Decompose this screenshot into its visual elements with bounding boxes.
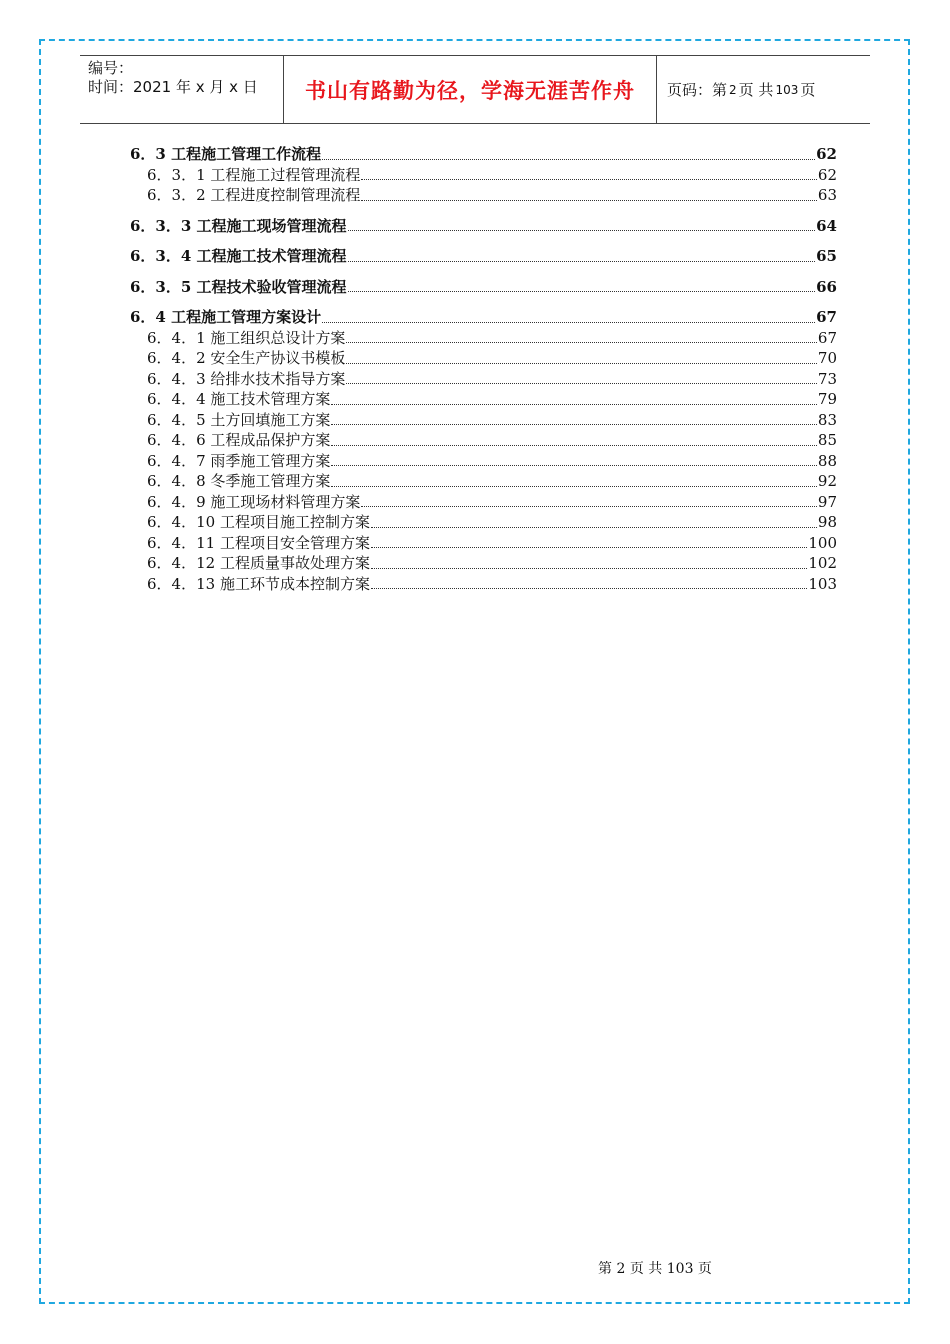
toc-dot-leader [371,587,807,589]
header-motto: 书山有路勤为径，学海无涯苦作舟 [283,56,657,123]
toc-dot-leader [346,362,816,364]
toc-entry[interactable] [130,307,837,328]
toc-entry-number: 6．3 [130,145,166,163]
toc-entry[interactable] [130,216,837,237]
toc-entry[interactable] [130,369,837,390]
toc-entry-page: 70 [817,349,837,367]
toc-dot-leader [371,546,807,548]
toc-entry-title: 施工技术管理方案 [210,390,331,408]
table-of-contents [130,144,837,594]
toc-entry[interactable] [130,410,837,431]
page-number: 2 [729,82,737,97]
toc-dot-leader [348,290,816,292]
toc-entry-page: 102 [808,554,837,572]
toc-entry-number: 6．3．1 [147,165,206,184]
toc-entry-number: 6．4 [130,308,166,326]
toc-entry-page: 67 [816,308,837,326]
toc-entry-label [147,553,370,574]
toc-entry-title: 土方回填施工方案 [210,410,331,429]
toc-entry-number: 6．4．9 [147,492,206,511]
toc-entry[interactable] [130,277,837,298]
toc-entry-number: 6．4．7 [147,451,206,470]
toc-entry-page: 62 [816,145,837,163]
toc-dot-leader [361,178,816,180]
toc-entry[interactable] [130,553,837,574]
toc-entry-title: 施工现场材料管理方案 [210,492,361,511]
toc-entry-page: 62 [817,165,837,184]
toc-entry-title: 工程施工技术管理流程 [196,247,347,265]
toc-dot-leader [346,382,816,384]
toc-entry[interactable] [130,246,837,267]
toc-entry[interactable] [130,348,837,369]
toc-entry-page: 97 [817,492,837,511]
toc-entry-label [147,574,370,595]
toc-entry-label [147,512,370,533]
toc-entry-label [147,185,360,206]
toc-entry-page: 98 [817,513,837,531]
toc-dot-leader [371,526,817,528]
toc-entry-title: 冬季施工管理方案 [210,472,331,490]
toc-entry-title: 工程项目施工控制方案 [219,513,370,531]
toc-entry-title: 施工组织总设计方案 [210,328,346,347]
toc-dot-leader [361,505,816,507]
toc-entry-number: 6．4．1 [147,328,206,347]
toc-entry-page: 83 [817,410,837,429]
header-page-info [657,56,870,123]
toc-dot-leader [361,199,816,201]
toc-entry-title: 工程施工现场管理流程 [196,216,347,235]
toc-entry-title: 工程施工过程管理流程 [210,165,361,184]
page-suffix: 页 [800,81,816,99]
page-header [80,55,870,124]
toc-entry-label [130,144,321,165]
toc-entry-page: 103 [808,574,837,593]
toc-gap [130,236,837,246]
toc-entry-page: 66 [816,277,837,296]
toc-entry-label [130,246,347,267]
toc-entry-label [147,533,370,554]
toc-entry[interactable] [130,165,837,186]
toc-dot-leader [331,403,816,405]
document-date: 时间：2021 年 x 月 x 日 [88,78,258,96]
toc-gap [130,206,837,216]
toc-dot-leader [331,444,816,446]
toc-entry-page: 67 [817,328,837,347]
toc-entry-label [147,348,345,369]
toc-entry-number: 6．4．2 [147,349,206,367]
toc-entry-title: 雨季施工管理方案 [210,451,331,470]
toc-entry-page: 92 [817,472,837,490]
toc-entry[interactable] [130,533,837,554]
toc-entry-number: 6．4．11 [147,533,216,552]
toc-entry-number: 6．3．2 [147,186,206,204]
toc-entry-label [147,165,360,186]
toc-dot-leader [322,321,815,323]
toc-entry-page: 63 [817,186,837,204]
toc-dot-leader [348,260,816,262]
toc-entry-page: 64 [816,216,837,235]
toc-entry-title: 工程进度控制管理流程 [210,186,361,204]
toc-dot-leader [322,158,815,160]
toc-entry-page: 65 [816,247,837,265]
toc-entry-label [147,492,360,513]
toc-entry-number: 6．4．4 [147,390,206,408]
toc-entry-title: 工程施工管理方案设计 [171,308,322,326]
toc-entry-title: 施工环节成本控制方案 [219,574,370,593]
toc-entry[interactable] [130,574,837,595]
toc-entry-page: 79 [817,390,837,408]
toc-entry-label [130,216,347,237]
toc-dot-leader [348,229,816,231]
toc-entry-number: 6．4．3 [147,369,206,388]
toc-dot-leader [331,423,816,425]
toc-entry[interactable] [130,185,837,206]
toc-entry[interactable] [130,492,837,513]
toc-entry[interactable] [130,451,837,472]
page-total: 103 [775,82,799,97]
toc-dot-leader [346,341,816,343]
toc-dot-leader [331,464,816,466]
toc-entry-label [147,369,345,390]
toc-entry-label [147,410,330,431]
toc-entry-page: 85 [817,431,837,449]
toc-entry-page: 88 [817,451,837,470]
toc-entry-label [147,430,330,451]
toc-entry-label [130,277,347,298]
toc-entry-title: 工程质量事故处理方案 [219,554,370,572]
toc-entry-number: 6．4．5 [147,410,206,429]
toc-entry-number: 6．3．4 [130,247,192,265]
toc-entry[interactable] [130,144,837,165]
toc-entry-label [147,328,345,349]
toc-entry-number: 6．3．3 [130,216,192,235]
toc-entry-page: 73 [817,369,837,388]
header-info [80,56,283,123]
page-mid: 页 共 [738,81,774,99]
toc-entry-number: 6．3．5 [130,277,192,296]
toc-entry-number: 6．4．8 [147,472,206,490]
page-footer: 第 2 页 共 103 页 [598,1261,712,1277]
toc-entry[interactable] [130,328,837,349]
toc-entry-title: 安全生产协议书模板 [210,349,346,367]
toc-gap [130,297,837,307]
toc-dot-leader [331,485,816,487]
document-number-label: 编号： [88,59,134,77]
toc-dot-leader [371,567,807,569]
toc-entry-number: 6．4．10 [147,513,216,531]
toc-entry[interactable] [130,471,837,492]
toc-entry[interactable] [130,430,837,451]
toc-gap [130,267,837,277]
toc-entry[interactable] [130,512,837,533]
toc-entry-title: 工程成品保护方案 [210,431,331,449]
toc-entry[interactable] [130,389,837,410]
page-prefix: 页码：第 [667,81,728,99]
toc-entry-title: 工程技术验收管理流程 [196,277,347,296]
toc-entry-number: 6．4．13 [147,574,216,593]
toc-entry-title: 工程项目安全管理方案 [219,533,370,552]
toc-entry-label [147,451,330,472]
toc-entry-number: 6．4．6 [147,431,206,449]
toc-entry-number: 6．4．12 [147,554,216,572]
toc-entry-title: 工程施工管理工作流程 [171,145,322,163]
toc-entry-page: 100 [808,533,837,552]
toc-entry-label [147,471,330,492]
toc-entry-title: 给排水技术指导方案 [210,369,346,388]
toc-entry-label [147,389,330,410]
toc-entry-label [130,307,321,328]
